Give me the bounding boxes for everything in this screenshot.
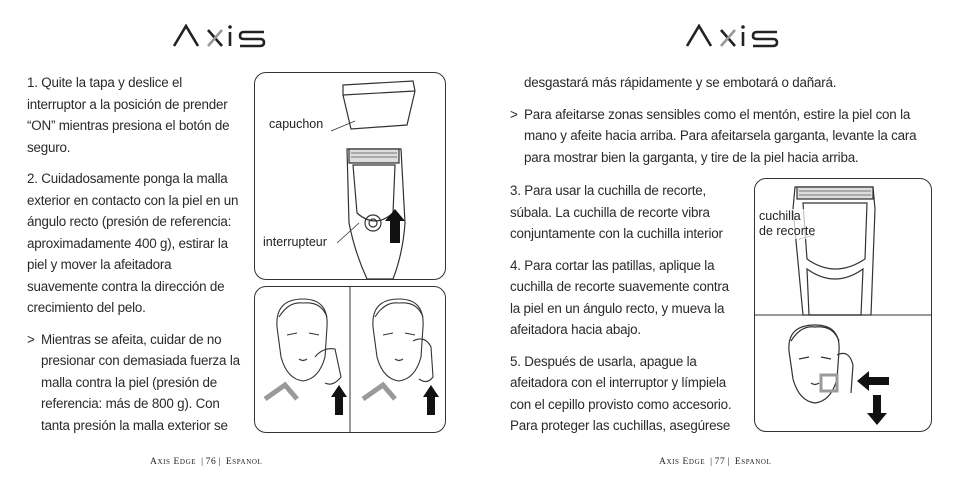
axis-logo bbox=[172, 24, 272, 48]
footer-brand: Axis Edge bbox=[150, 457, 197, 467]
step-4: 4. Para cortar las patillas, aplique la cuchilla de recorte suavemente contra la piel en un ángulo recto, y mueva la afeitadora hacia abajo. bbox=[510, 257, 729, 337]
shaver-cap-figure bbox=[254, 72, 446, 280]
right-footer: Axis Edge | 77 | Espanol bbox=[659, 457, 772, 467]
page-number: 77 bbox=[714, 457, 726, 467]
step-1: 1. Quite la tapa y deslice el interruptor a la posición de prender “ON” mientras presiona el botón de seguro. bbox=[27, 75, 230, 155]
page-number: 76 bbox=[205, 457, 217, 467]
right-text-column bbox=[510, 180, 735, 447]
shaving-faces-figure bbox=[254, 286, 446, 433]
continuation-text: desgastará más rápidamente y se embotará o dañará. bbox=[524, 75, 837, 90]
faces-illustration bbox=[255, 287, 445, 432]
footer-language: Espanol bbox=[225, 457, 263, 467]
bullet-text: Para afeitarse zonas sensibles como el mentón, estire la piel con la mano y afeite hacia arriba. Para afeitarsela garganta, levante la cara para mostrar bien la garganta, y tire de la piel hacia arriba. bbox=[524, 106, 917, 165]
left-text-column bbox=[27, 72, 242, 446]
label-switch: interrupteur bbox=[263, 235, 327, 249]
label-cap: capuchon bbox=[269, 117, 324, 131]
footer-brand: Axis Edge bbox=[659, 457, 706, 467]
step-3: 3. Para usar la cuchilla de recorte, súbala. La cuchilla de recorte vibra conjuntamente con la cuchilla interior bbox=[510, 183, 723, 241]
right-top-text bbox=[510, 72, 920, 178]
bullet-note bbox=[27, 329, 242, 437]
trimmer-figure bbox=[754, 178, 932, 432]
step-5: 5. Después de usarla, apague la afeitadora con el interruptor y límpiela con el cepillo provisto como accesorio. Para proteger las cuchillas, asegúrese bbox=[510, 353, 732, 433]
bullet-note bbox=[510, 104, 920, 169]
left-footer: Axis Edge | 76 | Espanol bbox=[150, 457, 263, 467]
label-trimmer: cuchilla de recorte bbox=[759, 209, 816, 238]
bullet-mark: > bbox=[27, 331, 35, 347]
step-2: 2. Cuidadosamente ponga la malla exterior en contacto con la piel en un ángulo recto (presión de referencia: aproximadamente 400 g), estirar la piel y mover la afeitadora suavemente contra la dirección de crecimiento del pelo. bbox=[27, 171, 239, 315]
bullet-text: Mientras se afeita, cuidar de no presionar con demasiada fuerza la malla contra la piel (presión de referencia: más de 800 g). Con tanta presión la malla exterior se bbox=[41, 331, 240, 433]
bullet-mark: > bbox=[510, 106, 518, 122]
axis-logo bbox=[685, 24, 785, 48]
right-page bbox=[477, 0, 954, 477]
footer-language: Espanol bbox=[734, 457, 772, 467]
